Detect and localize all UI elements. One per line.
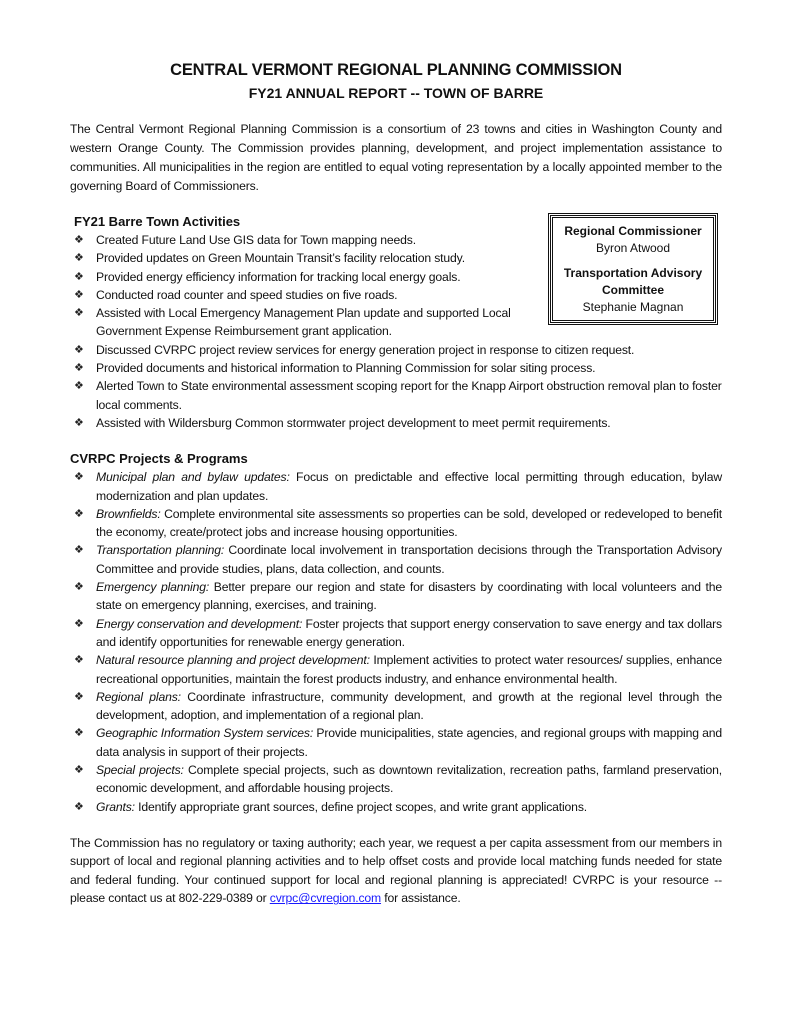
document-subtitle: FY21 ANNUAL REPORT -- TOWN OF BARRE <box>248 85 544 101</box>
list-item: ❖ Transportation planning: Coordinate local involvement in transportation decisions through the Transportation Advisory Committee and provide studies, plans, data collection, and counts. <box>74 543 722 576</box>
document-page <box>70 60 722 920</box>
diamond-bullet-icon: ❖ <box>74 380 84 393</box>
commissioner-role: Regional Commissioner <box>564 224 702 238</box>
diamond-bullet-icon: ❖ <box>74 727 84 740</box>
list-item: ❖ Emergency planning: Better prepare our region and state for disasters by coordinating with local volunteers and the state on emergency planning, exercises, and training. <box>74 580 722 613</box>
list-item: ❖ Alerted Town to State environmental assessment scoping report for the Knapp Airport obstruction removal plan to foster local comments. <box>74 379 722 412</box>
projects-list <box>70 468 722 816</box>
diamond-bullet-icon: ❖ <box>74 416 84 429</box>
list-item: ❖ Discussed CVRPC project review services for energy generation project in response to citizen request. <box>70 341 722 359</box>
diamond-bullet-icon: ❖ <box>74 581 84 594</box>
list-item: ❖ Provided energy efficiency information for tracking local energy goals. <box>70 268 536 286</box>
activities-heading: FY21 Barre Town Activities <box>74 214 241 229</box>
list-item: ❖ Natural resource planning and project development: Implement activities to protect water resources/ supplies, enhance recreational opportunities, maintain the forest products industry, and enhance environmental health. <box>74 653 722 686</box>
tac-role-line1: Transportation Advisory <box>563 266 703 280</box>
diamond-bullet-icon: ❖ <box>74 252 84 265</box>
list-item: ❖ Regional plans: Coordinate infrastructure, community development, and growth at the regional level through the development, adoption, and implementation of a regional plan. <box>74 689 722 723</box>
tac-member-name: Stephanie Magnan <box>582 300 684 314</box>
email-link[interactable]: cvrpc@cvregion.com <box>269 891 382 906</box>
list-item: ❖ Geographic Information System services: Provide municipalities, state agencies, and regional groups with mapping and data analysis in support of their projects. <box>74 726 722 759</box>
list-item: ❖ Created Future Land Use GIS data for Town mapping needs. <box>70 231 536 249</box>
tac-role-line2: Committee <box>601 283 664 297</box>
list-item: ❖ Provided updates on Green Mountain Transit’s facility relocation study. <box>70 249 536 267</box>
diamond-bullet-icon: ❖ <box>74 362 84 375</box>
projects-heading: CVRPC Projects & Programs <box>70 451 248 467</box>
diamond-bullet-icon: ❖ <box>74 800 84 813</box>
list-item: ❖ Provided documents and historical information to Planning Commission for solar siting process. <box>70 359 722 377</box>
projects-section <box>70 450 722 816</box>
list-item: ❖ Energy conservation and development: Foster projects that support energy conservation to save energy and tax dollars and identify opportunities for renewable energy generation. <box>74 616 722 649</box>
diamond-bullet-icon: ❖ <box>74 343 84 356</box>
diamond-bullet-icon: ❖ <box>74 507 84 520</box>
list-item: ❖ Special projects: Complete special projects, such as downtown revitalization, recreation paths, farmland preservation, economic development, and affordable housing projects. <box>74 763 723 796</box>
diamond-bullet-icon: ❖ <box>74 471 84 484</box>
diamond-bullet-icon: ❖ <box>74 234 84 246</box>
diamond-bullet-icon: ❖ <box>74 654 84 667</box>
list-item: ❖ Municipal plan and bylaw updates: Focus on predictable and effective local permitting through education, bylaw modernization and plan updates. <box>74 470 722 503</box>
list-item: ❖ Conducted road counter and speed studies on five roads. <box>70 286 536 304</box>
diamond-bullet-icon: ❖ <box>74 544 84 557</box>
diamond-bullet-icon: ❖ <box>74 690 84 703</box>
commissioner-name: Byron Atwood <box>595 241 671 255</box>
intro-paragraph: The Central Vermont Regional Planning Commission is a consortium of 23 towns and cities in Washington County and western Orange County. The Commission provides planning, development, and project implementation assistance to communities. All municipalities in the region are entitled to equal voting representation by a locally appointed member to the governing Board of Commissioners. <box>70 122 722 193</box>
commissioners-box <box>550 215 716 323</box>
list-item: ❖ Assisted with Wildersburg Common stormwater project development to meet permit requirements. <box>70 414 722 432</box>
list-item: ❖ Brownfields: Complete environmental site assessments so properties can be sold, developed or redeveloped to benefit the economy, create/protect jobs and increase housing opportunities. <box>74 506 722 540</box>
document-title: CENTRAL VERMONT REGIONAL PLANNING COMMISSION <box>170 61 622 79</box>
activities-section <box>70 213 722 432</box>
diamond-bullet-icon: ❖ <box>74 307 84 320</box>
diamond-bullet-icon: ❖ <box>74 617 84 630</box>
diamond-bullet-icon: ❖ <box>74 270 84 283</box>
diamond-bullet-icon: ❖ <box>74 764 84 777</box>
list-item: ❖ Grants: Identify appropriate grant sources, define project scopes, and write grant applications. <box>70 798 722 816</box>
list-item: ❖ Assisted with Local Emergency Management Plan update and supported Local Government Expense Reimbursement grant application. <box>74 306 511 339</box>
closing-paragraph: The Commission has no regulatory or taxing authority; each year, we request a per capita assessment from our members in support of local and regional planning activities and to help offset costs and provide local matching funds needed for state and federal funding. Your continued support for local and regional planning is appreciated! CVRPC is your resource -- please contact us at 802-229-0389 or cvrpc@cvregion.com for assistance. <box>70 835 722 906</box>
diamond-bullet-icon: ❖ <box>74 288 84 301</box>
